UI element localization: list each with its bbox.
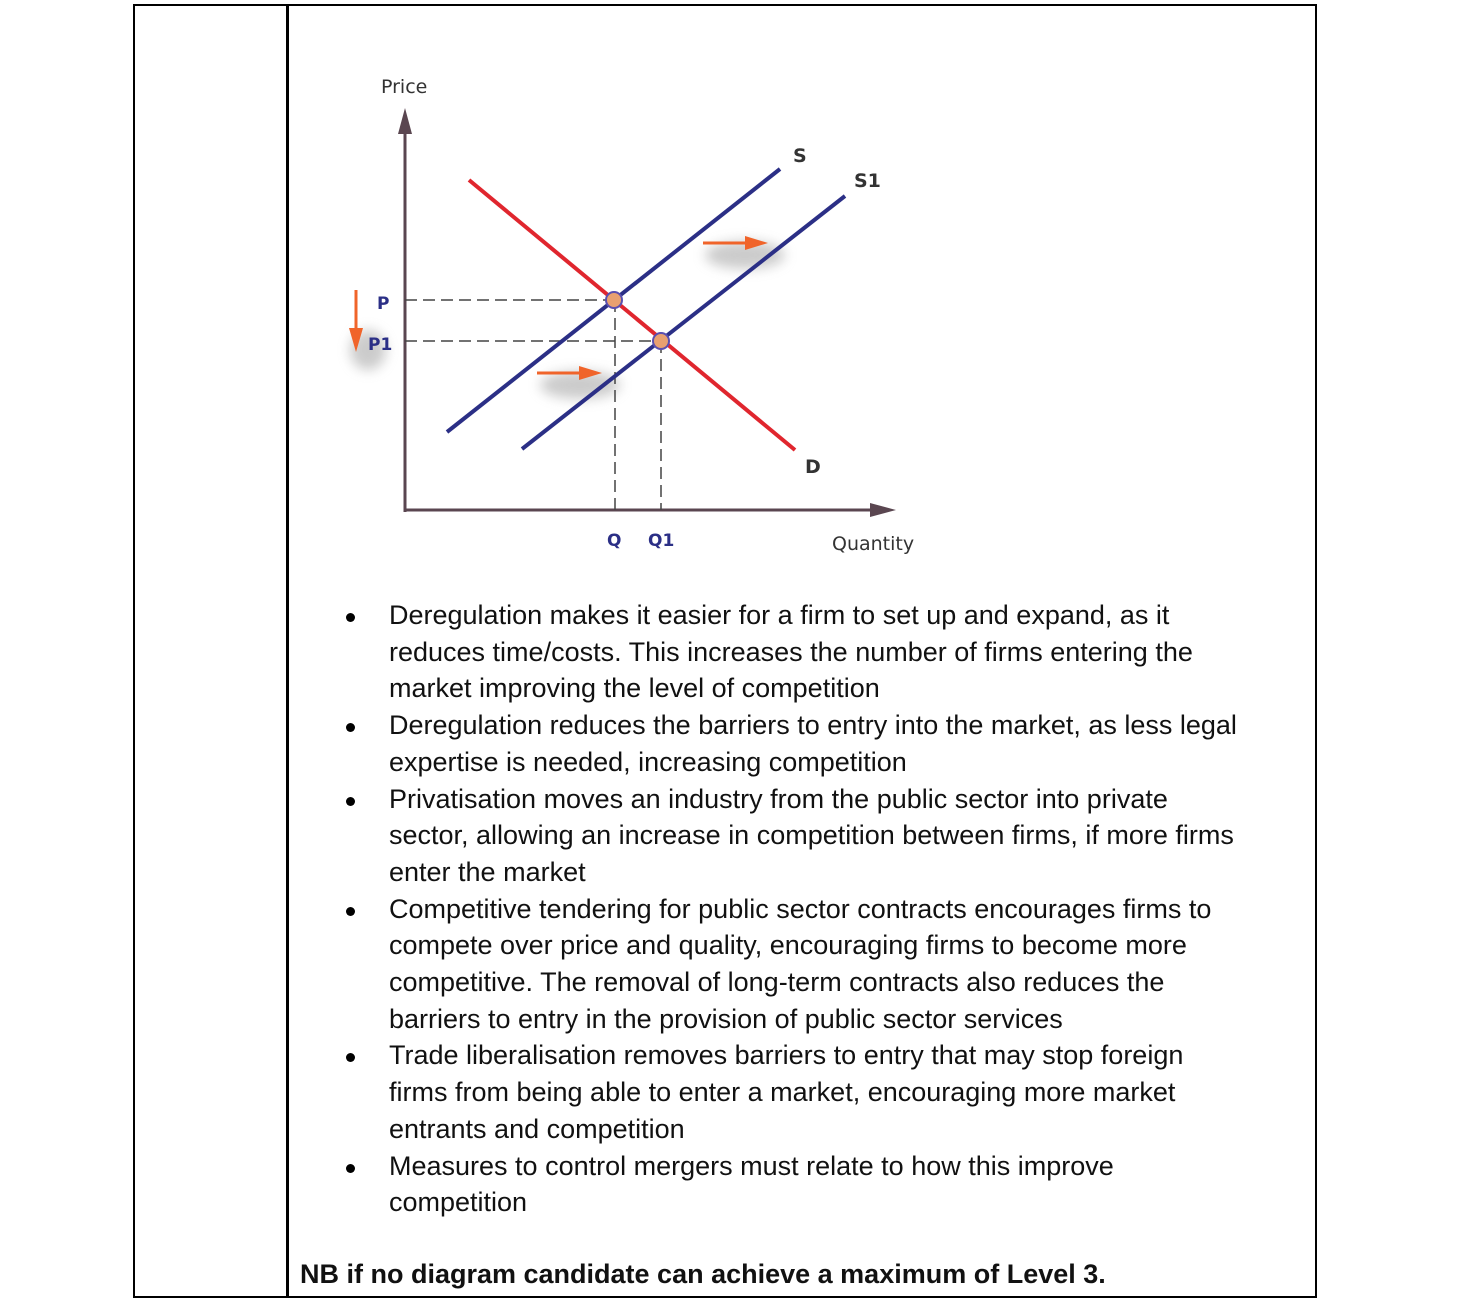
list-item: [340, 1037, 1237, 1147]
demand-curve: [469, 180, 795, 450]
list-item: [340, 1148, 1237, 1221]
supply-demand-diagram: [0, 0, 1464, 600]
line: Deregulation makes it easier for a firm to set up and expand, as it: [389, 600, 1170, 630]
note: NB if no diagram candidate can achieve a maximum of Level 3.: [300, 1259, 1106, 1289]
line: reduces time/costs. This increases the number of firms entering the: [389, 636, 1193, 667]
supply-shifted-label: S1: [854, 170, 881, 192]
line: sector, allowing an increase in competition between firms, if more firms: [389, 820, 1234, 851]
bullet-list: [340, 597, 1237, 1221]
line: Deregulation reduces the barriers to entry into the market, as less legal: [389, 710, 1237, 741]
supply-shifted-curve: [522, 196, 845, 449]
list-item: [340, 597, 1237, 707]
price-new-label: P1: [368, 335, 393, 355]
list-item: [340, 891, 1237, 1038]
quantity-new-label: Q1: [648, 531, 675, 551]
supply-label: S: [793, 145, 807, 167]
line: barriers to entry in the provision of public sector services: [389, 1003, 1063, 1034]
line: Measures to control mergers must relate to how this improve: [389, 1150, 1114, 1181]
line: Privatisation moves an industry from the public sector into private: [389, 783, 1168, 814]
x-axis-label: Quantity: [832, 533, 915, 555]
line: entrants and competition: [389, 1113, 685, 1144]
equilibrium-point: [606, 292, 622, 308]
list-item: [340, 781, 1237, 891]
line: Trade liberalisation removes barriers to entry that may stop foreign: [389, 1040, 1184, 1071]
equilibrium-point-new: [653, 333, 669, 349]
demand-label: D: [805, 456, 821, 478]
line: firms from being able to enter a market, encouraging more market: [389, 1077, 1176, 1108]
line: enter the market: [389, 856, 586, 887]
quantity-label: Q: [607, 531, 622, 551]
line: Competitive tendering for public sector contracts encourages firms to: [389, 893, 1212, 924]
y-axis-label: Price: [381, 76, 428, 98]
line: competition: [389, 1187, 528, 1218]
line: compete over price and quality, encouraging firms to become more: [389, 930, 1187, 961]
y-axis-arrowhead: [398, 108, 412, 134]
line: market improving the level of competition: [389, 673, 880, 704]
line: competitive. The removal of long-term contracts also reduces the: [389, 967, 1165, 998]
line: expertise is needed, increasing competition: [389, 746, 907, 777]
list-item: [340, 707, 1237, 780]
price-label: P: [377, 294, 390, 314]
x-axis-arrowhead: [870, 503, 896, 517]
